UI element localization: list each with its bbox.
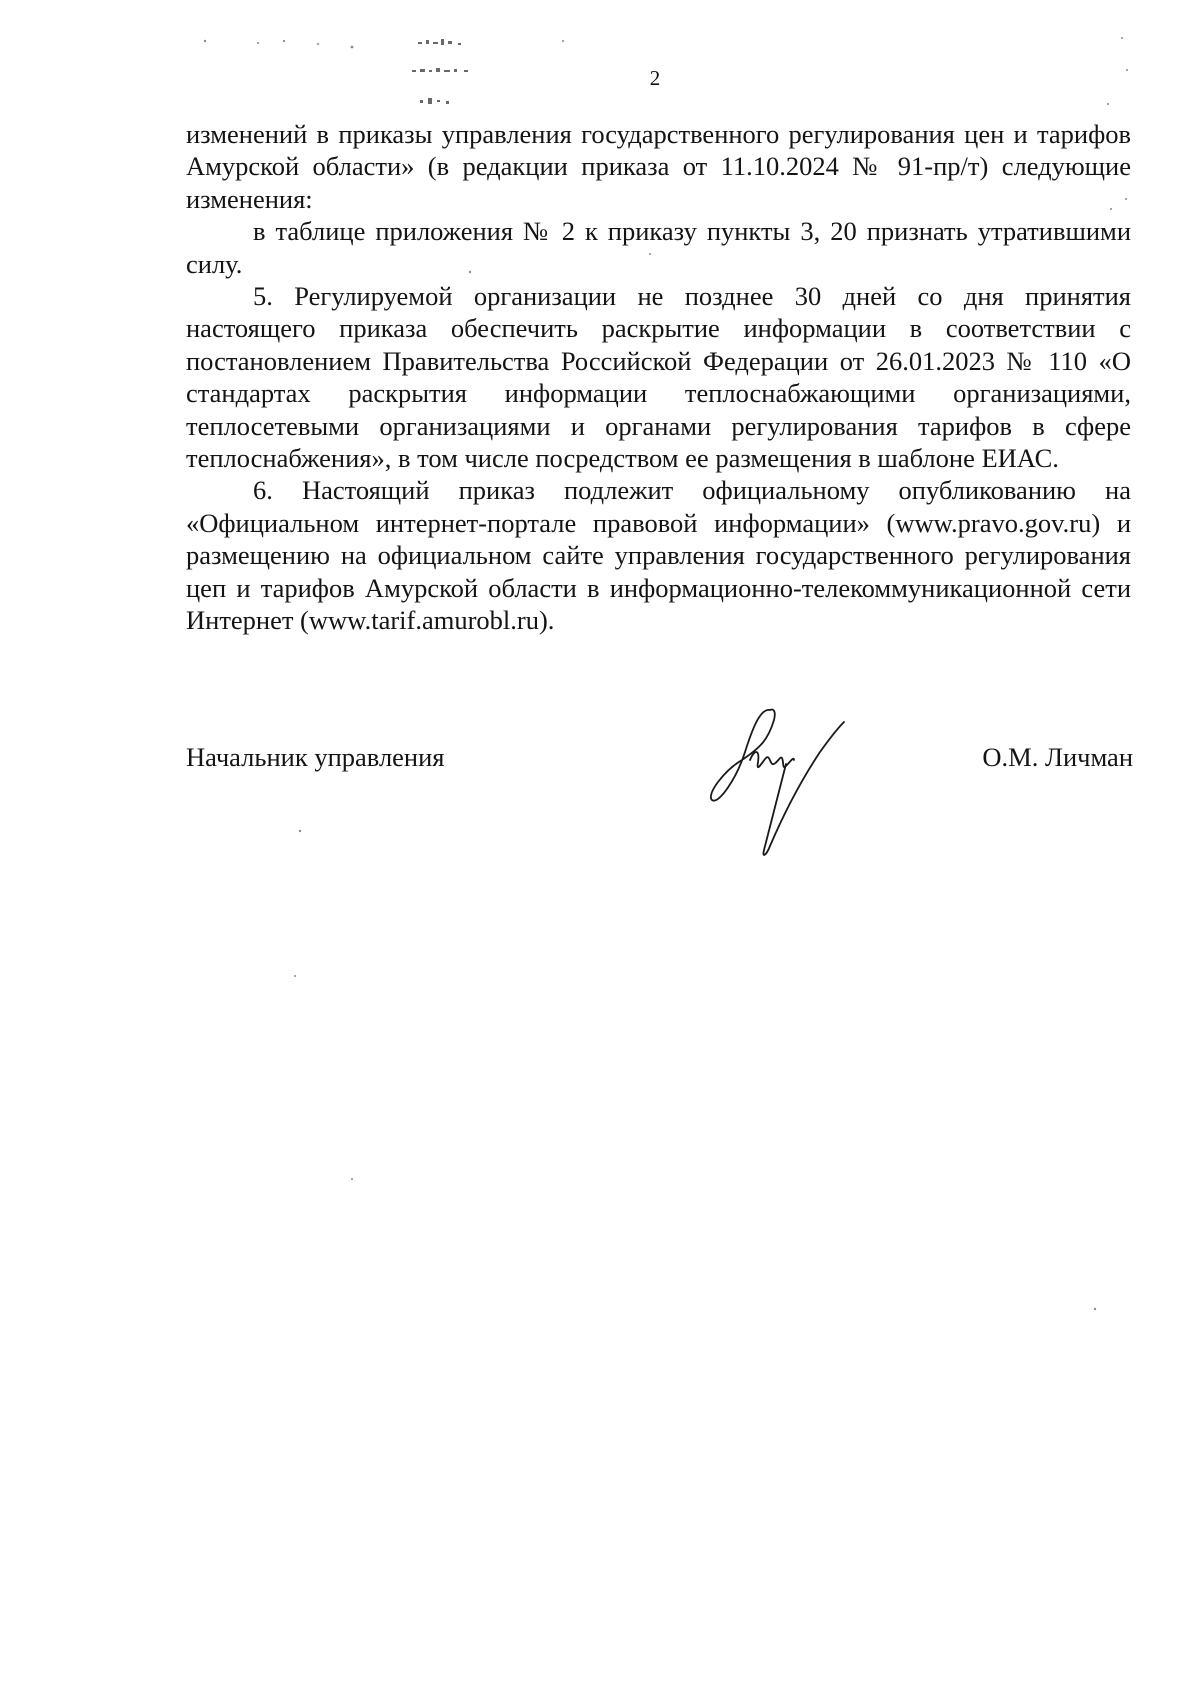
paragraph-item-6: 6. Настоящий приказ подлежит официальному опубликованию на «Официальном интернет-портале правовой информации» (www.pravo.gov.ru) и размещению на официальном сайте управления государственного регулирования цеп и тарифов Амурской области в информационно-телекоммуникационной сети Интернет (www.tarif.amurobl.ru).: [186, 475, 1131, 636]
paragraph-item-5: 5. Регулируемой организации не позднее 30 дней со дня принятия настоящего приказа обеспечить раскрытие информации в соответствии с постановлением Правительства Российской Федерации от 26.01.2023 № 110 «О стандартах раскрытия информации теплоснабжающими организациями, теплосетевыми организациями и органами регулирования тарифов в сфере теплоснабжения», в том числе посредством ее размещения в шаблоне ЕИАС.: [186, 281, 1131, 474]
signatory-name: О.М. Личман: [982, 742, 1133, 772]
document-body: [186, 118, 1131, 637]
paragraph-continuation: изменений в приказы управления государственного регулирования цен и тарифов Амурской области» (в редакции приказа от 11.10.2024 № 91-пр/т) следующие изменения:: [186, 119, 1131, 214]
signatory-position: Начальник управления: [186, 742, 445, 772]
page-number: 2: [649, 66, 661, 90]
paragraph-table-change: в таблице приложения № 2 к приказу пункты 3, 20 признать утратившими силу.: [186, 216, 1131, 279]
handwritten-signature: [690, 700, 870, 865]
